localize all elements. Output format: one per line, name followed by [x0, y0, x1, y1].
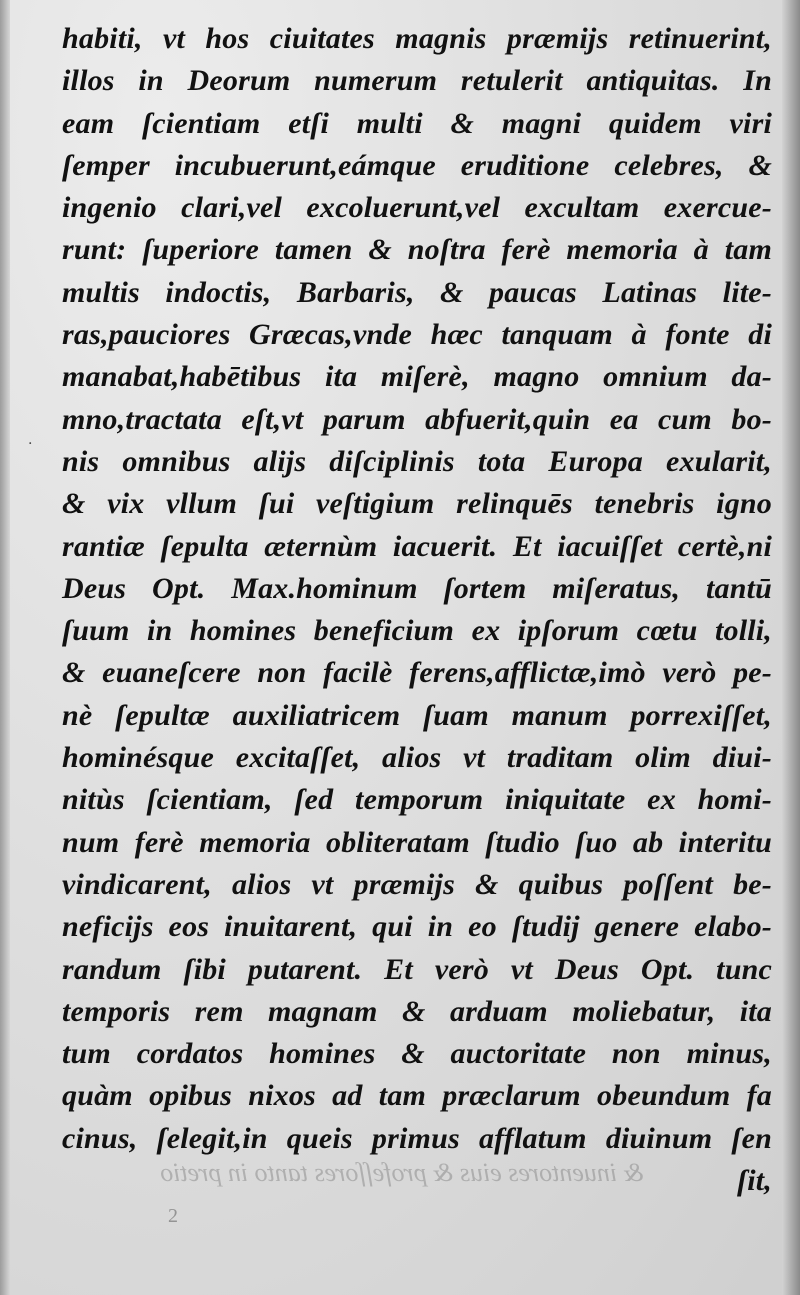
page-gutter-shadow	[0, 0, 10, 1295]
text-line: manabat,habētibus ita miſerè, magno omnium da-	[62, 360, 772, 394]
margin-mark: .	[28, 432, 33, 448]
show-through-text: & inuentores eius & profeſſores tanto in pretio	[160, 1158, 644, 1187]
text-line: eam ſcientiam etſi multi & magni quidem viri	[62, 106, 772, 140]
text-line: hominésque excitaſſet, alios vt traditam olim diui-	[62, 741, 772, 775]
text-line: ſemper incubuerunt,eámque eruditione celebres, &	[62, 148, 772, 182]
text-line: quàm opibus nixos ad tam præclarum obeundum fa	[62, 1079, 772, 1113]
text-line: runt: ſuperiore tamen & noſtra ferè memoria à tam	[62, 233, 772, 267]
text-line: rantiæ ſepulta æternùm iacuerit. Et iacuiſſet certè,ni	[62, 529, 772, 563]
text-line: multis indoctis, Barbaris, & paucas Latinas lite-	[62, 275, 772, 309]
folio-mark: 2	[168, 1205, 178, 1227]
text-line: Deus Opt. Max.hominum ſortem miſeratus, tantū	[62, 571, 772, 605]
text-line: mno,tractata eſt,vt parum abfuerit,quin ea cum bo-	[62, 402, 772, 436]
text-line: vindicarent, alios vt præmijs & quibus poſſent be-	[62, 867, 772, 901]
text-line: num ferè memoria obliteratam ſtudio ſuo ab interitu	[62, 825, 772, 859]
page-edge-shadow	[782, 0, 800, 1295]
text-line: nis omnibus alijs diſciplinis tota Europa exularit,	[62, 444, 772, 478]
main-text-block	[62, 18, 772, 1202]
text-line: & vix vllum ſui veſtigium relinquēs tenebris igno	[62, 487, 772, 521]
text-line: illos in Deorum numerum retulerit antiquitas. In	[62, 64, 772, 98]
text-line: nitùs ſcientiam, ſed temporum iniquitate ex homi-	[62, 783, 772, 817]
catchword: ſit,	[737, 1164, 772, 1198]
text-line: ras,pauciores Græcas,vnde hæc tanquam à fonte di	[62, 318, 772, 352]
text-line: nè ſepultæ auxiliatricem ſuam manum porrexiſſet,	[62, 698, 772, 732]
text-line: cinus, ſelegit,in queis primus afflatum diuinum ſen	[62, 1121, 772, 1155]
text-line: tum cordatos homines & auctoritate non minus,	[62, 1037, 772, 1071]
text-line: habiti, vt hos ciuitates magnis præmijs retinuerint,	[62, 22, 772, 55]
text-line: ſuum in homines beneficium ex ipſorum cœtu tolli,	[62, 614, 772, 648]
text-line: & euaneſcere non facilè ferens,afflictæ,imò verò pe-	[62, 656, 772, 690]
text-line: randum ſibi putarent. Et verò vt Deus Opt. tunc	[62, 952, 772, 986]
text-line: temporis rem magnam & arduam moliebatur, ita	[62, 994, 772, 1028]
text-line: neficijs eos inuitarent, qui in eo ſtudij genere elabo-	[62, 910, 772, 944]
text-line: ingenio clari,vel excoluerunt,vel excultam exercue-	[62, 191, 772, 225]
